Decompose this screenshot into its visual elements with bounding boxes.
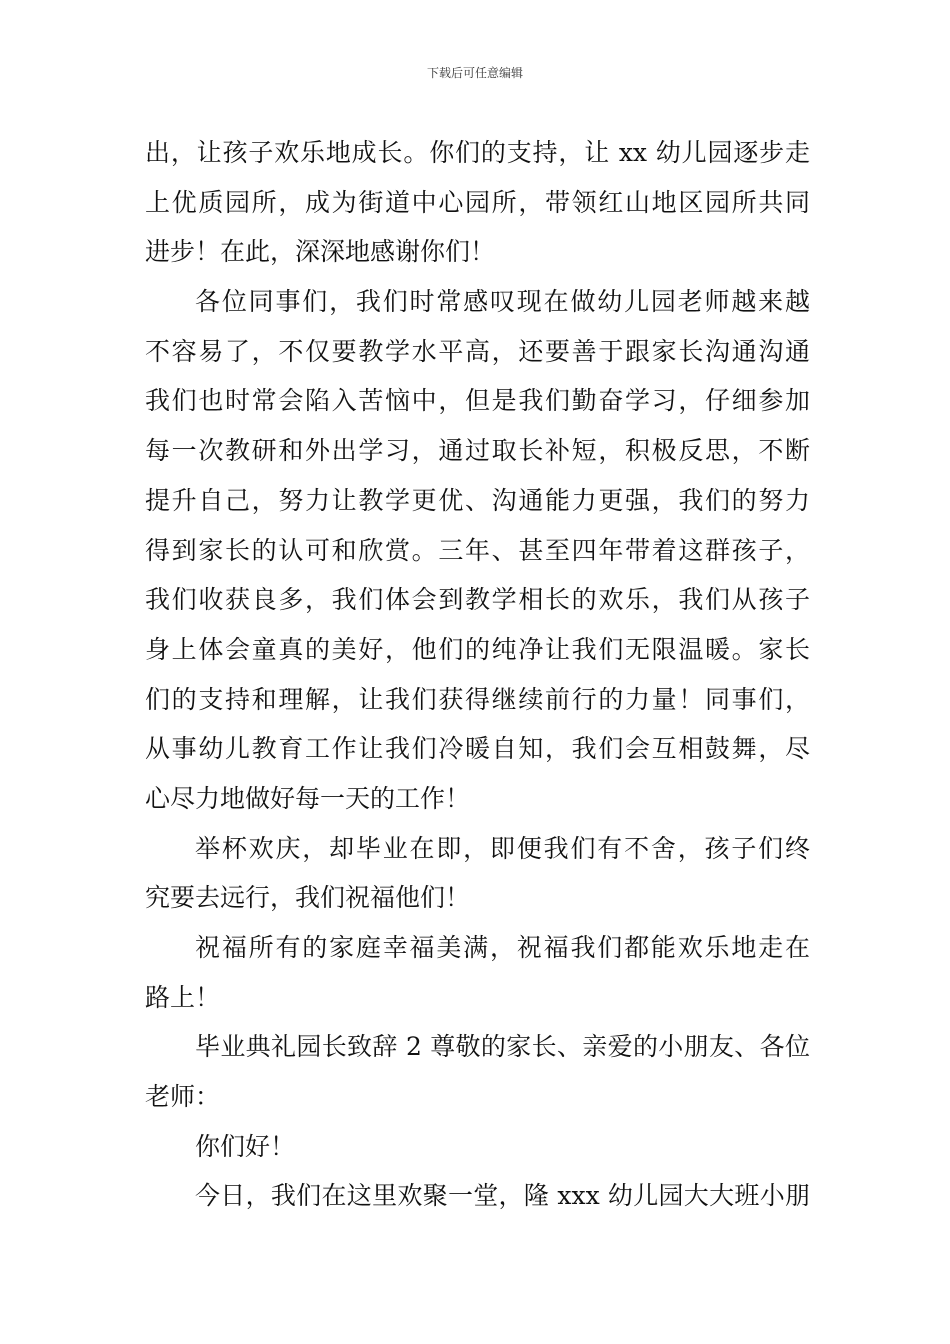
text-line: 身上体会童真的美好，他们的纯净让我们无限温暖。家长	[145, 634, 810, 664]
text-line: 你们好！	[195, 1131, 296, 1161]
text-line: 毕业典礼园长致辞 2 尊敬的家长、亲爱的小朋友、各位	[195, 1032, 810, 1062]
text-line: 得到家长的认可和欣赏。三年、甚至四年带着这群孩子，	[145, 535, 810, 565]
text-line: 上优质园所，成为街道中心园所，带领红山地区园所共同	[145, 187, 810, 217]
text-line: 路上！	[145, 982, 221, 1012]
text-line: 从事幼儿教育工作让我们冷暖自知，我们会互相鼓舞，尽	[145, 734, 810, 764]
document-body	[145, 128, 810, 1221]
text-line: 究要去远行，我们祝福他们！	[145, 883, 471, 913]
text-line: 我们收获良多，我们体会到教学相长的欢乐，我们从孩子	[145, 585, 810, 615]
text-line: 心尽力地做好每一天的工作！	[145, 783, 471, 813]
text-line: 举杯欢庆，却毕业在即，即便我们有不舍，孩子们终	[195, 833, 810, 863]
text-line: 各位同事们，我们时常感叹现在做幼儿园老师越来越	[195, 287, 810, 317]
text-line: 我们也时常会陷入苦恼中，但是我们勤奋学习，仔细参加	[145, 386, 810, 416]
text-line: 提升自己，努力让教学更优、沟通能力更强，我们的努力	[145, 485, 810, 515]
text-line: 祝福所有的家庭幸福美满，祝福我们都能欢乐地走在	[195, 933, 810, 962]
text-line: 们的支持和理解，让我们获得继续前行的力量！同事们，	[145, 684, 810, 714]
text-line: 进步！在此，深深地感谢你们！	[145, 237, 496, 267]
text-line: 每一次教研和外出学习，通过取长补短，积极反思，不断	[145, 436, 810, 466]
page-header: 下载后可任意编辑	[426, 66, 523, 80]
text-line: 不容易了，不仅要教学水平高，还要善于跟家长沟通沟通	[145, 336, 810, 366]
text-line: 老师：	[145, 1082, 221, 1112]
text-line: 出，让孩子欢乐地成长。你们的支持，让 xx 幼儿园逐步走	[145, 138, 810, 167]
text-line: 今日，我们在这里欢聚一堂，隆 xxx 幼儿园大大班小朋	[195, 1181, 810, 1211]
